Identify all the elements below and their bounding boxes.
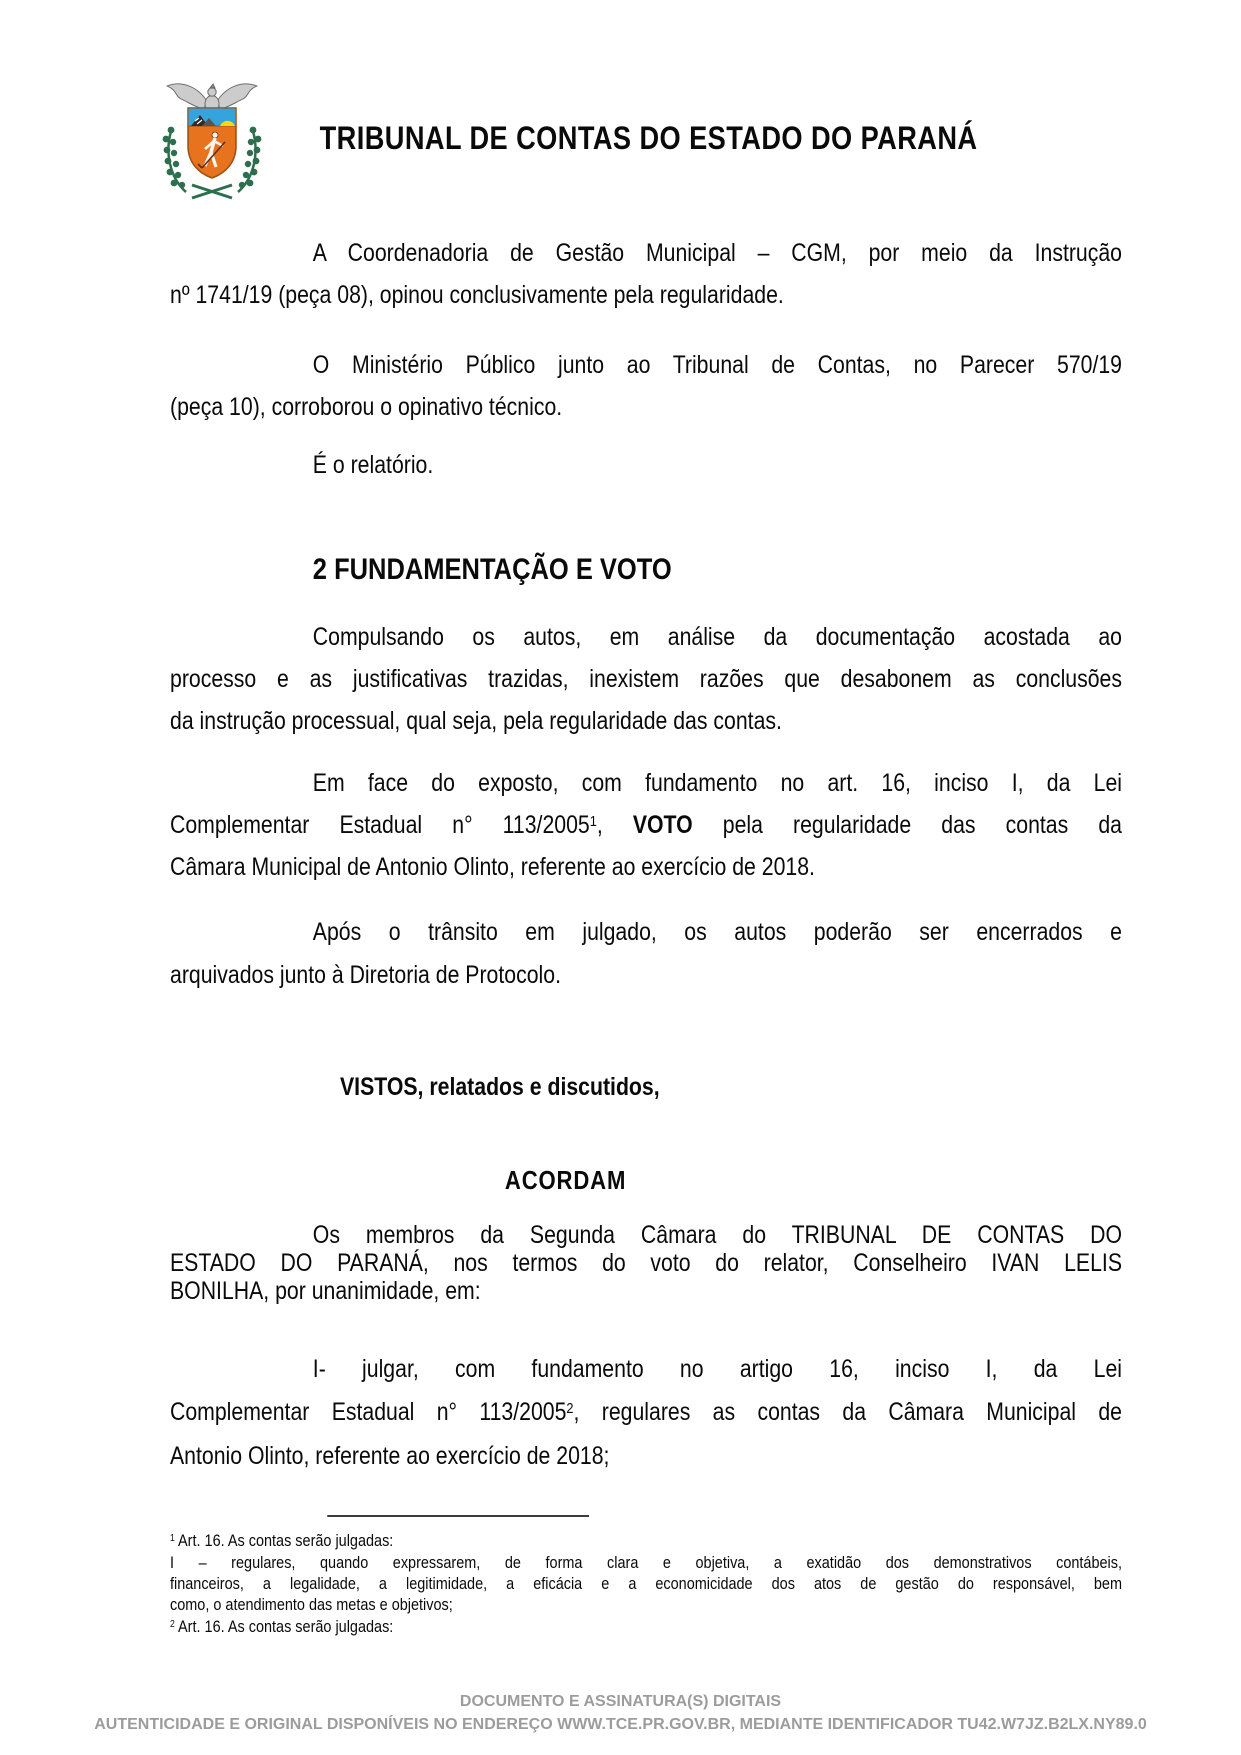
- p5-l2-tail: pela regularidade das contas da: [692, 811, 1122, 839]
- section-heading: 2 FUNDAMENTAÇÃO E VOTO: [312, 553, 672, 586]
- footnote-1-line-3: financeiros, a legalidade, a legitimidade, a eficácia e a economicidade dos atos de gestão do responsável, bem: [170, 1574, 1122, 1593]
- paragraph-2-line-1: O Ministério Público junto ao Tribunal de Contas, no Parecer 570/19: [312, 351, 1122, 379]
- paragraph-4-line-3: da instrução processual, qual seja, pela regularidade das contas.: [170, 707, 782, 735]
- paragraph-4-line-2: processo e as justificativas trazidas, inexistem razões que desabonem as conclusões: [170, 665, 1122, 693]
- footnote-2-marker: 2: [170, 1618, 175, 1630]
- paragraph-5-line-3: Câmara Municipal de Antonio Olinto, referente ao exercício de 2018.: [170, 853, 815, 881]
- p5-l2-text: Complementar Estadual n° 113/2005: [170, 811, 590, 839]
- footnote-1-line-2: I – regulares, quando expressarem, de forma clara e objetiva, a exatidão dos demonstrativos contábeis,: [170, 1553, 1122, 1572]
- footnote-2-head-text: Art. 16. As contas serão julgadas:: [174, 1617, 394, 1636]
- footer-authenticity-notice: AUTENTICIDADE E ORIGINAL DISPONÍVEIS NO ENDEREÇO WWW.TCE.PR.GOV.BR, MEDIANTE IDENTIFICADOR TU42.W7JZ.B2LX.NY89.0: [94, 1716, 1147, 1733]
- paragraph-2-line-2: (peça 10), corroborou o opinativo técnico.: [170, 393, 563, 421]
- paragraph-4-line-1: Compulsando os autos, em análise da documentação acostada ao: [312, 623, 1122, 651]
- paragraph-5-line-2: [170, 810, 1122, 844]
- paragraph-5-line-1: Em face do exposto, com fundamento no art. 16, inciso I, da Lei: [312, 769, 1122, 797]
- footnote-1-head-text: Art. 16. As contas serão julgadas:: [174, 1531, 394, 1550]
- text-column: [170, 0, 1122, 1755]
- footnote-1-marker: 1: [170, 1532, 175, 1544]
- paragraph-7-line-1: Os membros da Segunda Câmara do TRIBUNAL DE CONTAS DO: [312, 1221, 1122, 1249]
- footnote-1-head: [170, 1530, 1122, 1554]
- paragraph-7-line-3: BONILHA, por unanimidade, em:: [170, 1277, 481, 1305]
- p5-l2-separator: ,: [596, 811, 633, 839]
- paragraph-1-line-2: nº 1741/19 (peça 08), opinou conclusivamente pela regularidade.: [170, 281, 784, 309]
- p8-l2-tail: , regulares as contas da Câmara Municipal de: [573, 1398, 1122, 1426]
- footer-digital-signature-notice: DOCUMENTO E ASSINATURA(S) DIGITAIS: [459, 1693, 782, 1710]
- paragraph-7-line-2: ESTADO DO PARANÁ, nos termos do voto do relator, Conselheiro IVAN LELIS: [170, 1249, 1122, 1277]
- paragraph-1-line-1: A Coordenadoria de Gestão Municipal – CGM, por meio da Instrução: [312, 239, 1122, 267]
- voto-emphasis: VOTO: [632, 811, 693, 839]
- footnote-1-line-4: como, o atendimento das metas e objetivos;: [170, 1595, 453, 1614]
- paragraph-6-line-2: arquivados junto à Diretoria de Protocolo.: [170, 961, 561, 989]
- footnote-separator: [327, 1515, 589, 1517]
- paragraph-3: É o relatório.: [312, 451, 434, 479]
- footnote-ref-1: 1: [589, 812, 597, 830]
- footnote-ref-2: 2: [566, 1399, 574, 1417]
- org-name-title: TRIBUNAL DE CONTAS DO ESTADO DO PARANÁ: [319, 120, 978, 156]
- paragraph-8-line-2: [170, 1397, 1122, 1431]
- p8-l2-text: Complementar Estadual n° 113/2005: [170, 1398, 567, 1426]
- paragraph-6-line-1: Após o trânsito em julgado, os autos poderão ser encerrados e: [312, 918, 1122, 946]
- acordam-heading: ACORDAM: [504, 1165, 627, 1195]
- vistos-line: VISTOS, relatados e discutidos,: [340, 1073, 660, 1101]
- footnote-2-head: [170, 1616, 1122, 1640]
- paragraph-8-line-3: Antonio Olinto, referente ao exercício de 2018;: [170, 1442, 610, 1470]
- paragraph-8-line-1: I- julgar, com fundamento no artigo 16, inciso I, da Lei: [312, 1355, 1122, 1383]
